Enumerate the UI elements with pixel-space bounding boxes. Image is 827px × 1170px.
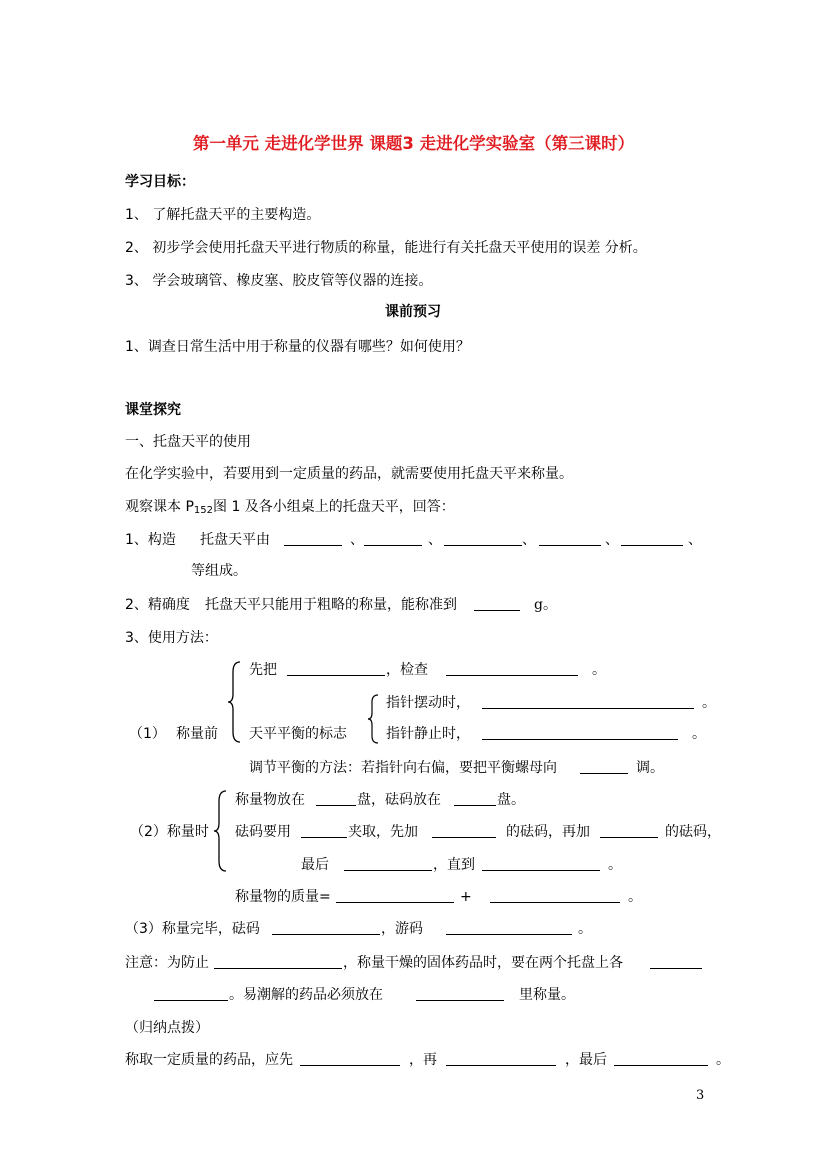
during-brace-icon bbox=[212, 789, 228, 873]
objective-item-2: 2、 初步学会使用托盘天平进行物质的称量，能进行有关托盘天平使用的误差 分析。 bbox=[125, 240, 647, 256]
mass-blank-1[interactable] bbox=[336, 888, 454, 903]
observe-text-a: 观察课本 P bbox=[125, 499, 194, 515]
after-text-a: （3）称量完毕，砝码 bbox=[125, 921, 260, 937]
place-text-a: 称量物放在 bbox=[235, 792, 305, 808]
adjust-text-a: 调节平衡的方法：若指针向右偏，要把平衡螺母向 bbox=[249, 760, 557, 776]
observe-page-subscript: 152 bbox=[193, 505, 213, 516]
weights-blank-3[interactable] bbox=[600, 823, 658, 838]
page-number: 3 bbox=[696, 1088, 705, 1103]
place-text-c: 盘。 bbox=[497, 792, 525, 808]
mass-blank-2[interactable] bbox=[490, 888, 620, 903]
mass-plus: + bbox=[460, 889, 472, 905]
note-text-b: ，称量干燥的固体药品时，要在两个托盘上各 bbox=[343, 955, 623, 971]
note-text-d: 里称量。 bbox=[519, 987, 575, 1003]
weights-text-d: 的砝码， bbox=[665, 824, 721, 840]
until-blank[interactable] bbox=[482, 856, 600, 871]
preview-question-1: 1、调查日常生活中用于称量的仪器有哪些？如何使用？ bbox=[125, 339, 470, 355]
weights-text-b: 夹取，先加 bbox=[348, 824, 418, 840]
preview-heading: 课前预习 bbox=[385, 304, 441, 320]
summary-blank-2[interactable] bbox=[446, 1051, 556, 1066]
summary-text-c: ，最后 bbox=[565, 1052, 607, 1068]
weights-blank-2[interactable] bbox=[432, 823, 496, 838]
objectives-heading: 学习目标： bbox=[125, 174, 195, 190]
section-balance-usage: 一、托盘天平的使用 bbox=[125, 434, 251, 450]
note-blank-3[interactable] bbox=[154, 986, 228, 1001]
structure-text: 托盘天平由 bbox=[200, 532, 270, 548]
before-label-num: （1） bbox=[129, 726, 166, 742]
summary-text-a: 称取一定质量的药品，应先 bbox=[125, 1052, 293, 1068]
until-label: ，直到 bbox=[433, 857, 475, 873]
balance-sign-label: 天平平衡的标志 bbox=[249, 726, 347, 742]
summary-blank-3[interactable] bbox=[614, 1051, 708, 1066]
summary-blank-1[interactable] bbox=[300, 1051, 400, 1066]
observe-text bbox=[125, 498, 455, 520]
summary-text-b: ，再 bbox=[409, 1052, 437, 1068]
last-blank[interactable] bbox=[344, 856, 432, 871]
before-blank-first[interactable] bbox=[287, 661, 385, 676]
note-blank-4[interactable] bbox=[416, 986, 504, 1001]
document-title: 第一单元 走进化学世界 课题3 走进化学实验室（第三课时） bbox=[192, 134, 635, 153]
summary-heading: （归纳点拨） bbox=[125, 1020, 209, 1036]
intro-text: 在化学实验中，若要用到一定质量的药品，就需要使用托盘天平来称量。 bbox=[125, 466, 573, 482]
during-period-2: 。 bbox=[628, 889, 642, 905]
place-blank-1[interactable] bbox=[316, 791, 356, 806]
before-period-3: 。 bbox=[692, 726, 706, 742]
weights-blank-1[interactable] bbox=[301, 823, 347, 838]
precision-blank[interactable] bbox=[474, 596, 520, 611]
structure-blank-5[interactable] bbox=[621, 531, 683, 546]
pointer-swing-blank[interactable] bbox=[482, 694, 694, 709]
adjust-blank[interactable] bbox=[580, 759, 628, 774]
pointer-still-label: 指针静止时， bbox=[386, 726, 470, 742]
precision-text: 托盘天平只能用于粗略的称量，能称准到 bbox=[205, 597, 457, 613]
sign-brace-icon bbox=[366, 693, 380, 745]
structure-blank-1[interactable] bbox=[284, 531, 342, 546]
before-period-2: 。 bbox=[702, 695, 716, 711]
place-text-b: 盘，砝码放在 bbox=[357, 792, 441, 808]
after-blank-2[interactable] bbox=[446, 920, 572, 935]
place-blank-2[interactable] bbox=[454, 791, 496, 806]
before-first: 先把 bbox=[249, 662, 277, 678]
explore-heading: 课堂探究 bbox=[125, 402, 181, 418]
structure-sep-5: 、 bbox=[688, 532, 702, 548]
weights-text-a: 砝码要用 bbox=[235, 824, 291, 840]
pointer-swing-label: 指针摆动时， bbox=[386, 695, 470, 711]
structure-blank-4[interactable] bbox=[539, 531, 601, 546]
mass-label: 称量物的质量= bbox=[235, 889, 331, 905]
note-blank-1[interactable] bbox=[214, 954, 342, 969]
last-label: 最后 bbox=[301, 857, 329, 873]
before-blank-check[interactable] bbox=[446, 661, 578, 676]
objective-item-3: 3、 学会玻璃管、橡皮塞、胶皮管等仪器的连接。 bbox=[125, 273, 433, 289]
precision-label: 2、精确度 bbox=[125, 597, 190, 613]
pointer-still-blank[interactable] bbox=[482, 725, 678, 740]
before-period-1: 。 bbox=[592, 662, 606, 678]
before-label: 称量前 bbox=[176, 726, 218, 742]
structure-label: 1、构造 bbox=[125, 532, 176, 548]
before-check: ，检查 bbox=[386, 662, 428, 678]
note-text-c: 。易潮解的药品必须放在 bbox=[229, 987, 383, 1003]
structure-sep-1: 、 bbox=[350, 532, 364, 548]
after-blank-1[interactable] bbox=[272, 920, 380, 935]
structure-blank-3[interactable] bbox=[444, 531, 522, 546]
note-text-a: 注意：为防止 bbox=[125, 955, 209, 971]
precision-unit: g。 bbox=[534, 597, 557, 613]
summary-period: 。 bbox=[716, 1052, 730, 1068]
objective-item-1: 1、 了解托盘天平的主要构造。 bbox=[125, 207, 321, 223]
structure-sep-2: 、 bbox=[428, 532, 442, 548]
note-blank-2[interactable] bbox=[650, 954, 702, 969]
during-label: （2）称量时 bbox=[130, 824, 209, 840]
structure-sep-4: 、 bbox=[605, 532, 619, 548]
structure-end: 等组成。 bbox=[191, 563, 247, 579]
observe-text-b: 图 1 及各小组桌上的托盘天平，回答： bbox=[213, 499, 455, 515]
before-brace-icon bbox=[226, 660, 242, 744]
after-period: 。 bbox=[578, 921, 592, 937]
adjust-text-b: 调。 bbox=[636, 760, 664, 776]
weights-text-c: 的砝码，再加 bbox=[506, 824, 590, 840]
after-text-b: ，游码 bbox=[381, 921, 423, 937]
during-period-1: 。 bbox=[608, 857, 622, 873]
structure-sep-3: 、 bbox=[522, 532, 536, 548]
structure-blank-2[interactable] bbox=[364, 531, 422, 546]
usage-heading: 3、使用方法： bbox=[125, 630, 218, 646]
